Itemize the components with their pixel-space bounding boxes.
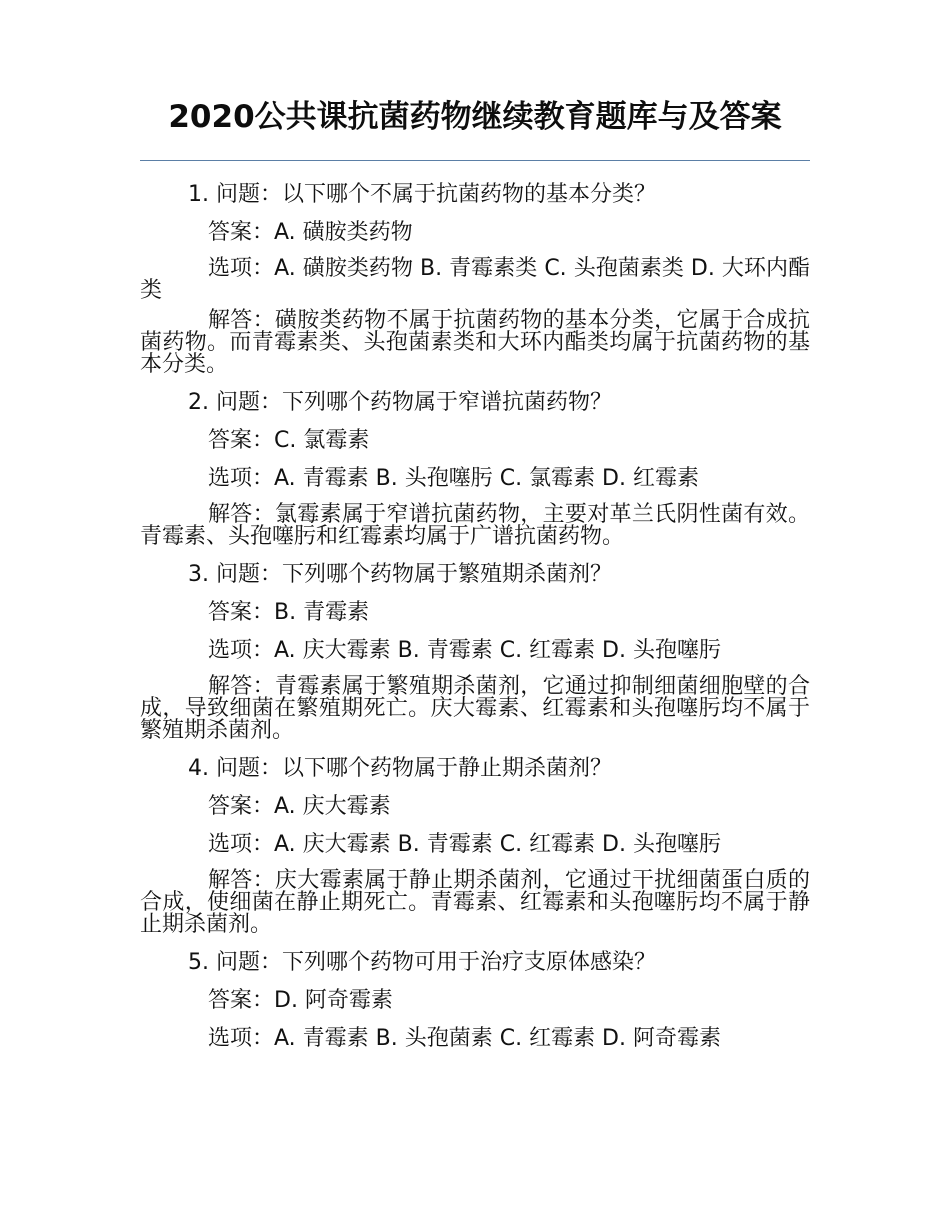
explanation-text: 解答：青霉素属于繁殖期杀菌剂，它通过抑制细菌细胞壁的合成，导致细菌在繁殖期死亡。庆大霉素、红霉素和头孢噻肟均不属于繁殖期杀菌剂。 xyxy=(140,674,810,743)
question-text: 4. 问题：以下哪个药物属于静止期杀菌剂？ xyxy=(188,756,612,781)
title-divider xyxy=(140,160,810,161)
options-text: 选项：A. 庆大霉素 B. 青霉素 C. 红霉素 D. 头孢噻肟 xyxy=(208,832,721,857)
question-text: 2. 问题：下列哪个药物属于窄谱抗菌药物？ xyxy=(188,390,612,415)
question-text: 1. 问题：以下哪个不属于抗菌药物的基本分类？ xyxy=(188,182,656,207)
question-text: 3. 问题：下列哪个药物属于繁殖期杀菌剂？ xyxy=(188,562,612,587)
options-text: 选项：A. 青霉素 B. 头孢噻肟 C. 氯霉素 D. 红霉素 xyxy=(208,466,699,491)
document-title: 2020公共课抗菌药物继续教育题库与及答案 xyxy=(168,99,782,135)
options-text: 选项：A. 磺胺类药物 B. 青霉素类 C. 头孢菌素类 D. 大环内酯类 xyxy=(140,256,810,303)
question-list xyxy=(140,176,810,1058)
answer-text: 答案：A. 庆大霉素 xyxy=(208,794,391,819)
explanation-text: 解答：庆大霉素属于静止期杀菌剂，它通过干扰细菌蛋白质的合成，使细菌在静止期死亡。青霉素、红霉素和头孢噻肟均不属于静止期杀菌剂。 xyxy=(140,868,810,937)
answer-text: 答案：C. 氯霉素 xyxy=(208,428,370,453)
question-item xyxy=(140,384,810,548)
question-text: 5. 问题：下列哪个药物可用于治疗支原体感染？ xyxy=(188,950,656,975)
explanation-text: 解答：磺胺类药物不属于抗菌药物的基本分类，它属于合成抗菌药物。而青霉素类、头孢菌素类和大环内酯类均属于抗菌药物的基本分类。 xyxy=(140,308,810,377)
options-text: 选项：A. 青霉素 B. 头孢菌素 C. 红霉素 D. 阿奇霉素 xyxy=(208,1026,721,1051)
question-item xyxy=(140,176,810,376)
question-item xyxy=(140,944,810,1058)
answer-text: 答案：D. 阿奇霉素 xyxy=(208,988,393,1013)
question-item xyxy=(140,750,810,936)
explanation-text: 解答：氯霉素属于窄谱抗菌药物，主要对革兰氏阴性菌有效。青霉素、头孢噻肟和红霉素均属于广谱抗菌药物。 xyxy=(140,502,810,549)
question-item xyxy=(140,556,810,742)
options-text: 选项：A. 庆大霉素 B. 青霉素 C. 红霉素 D. 头孢噻肟 xyxy=(208,638,721,663)
answer-text: 答案：A. 磺胺类药物 xyxy=(208,220,413,245)
answer-text: 答案：B. 青霉素 xyxy=(208,600,370,625)
